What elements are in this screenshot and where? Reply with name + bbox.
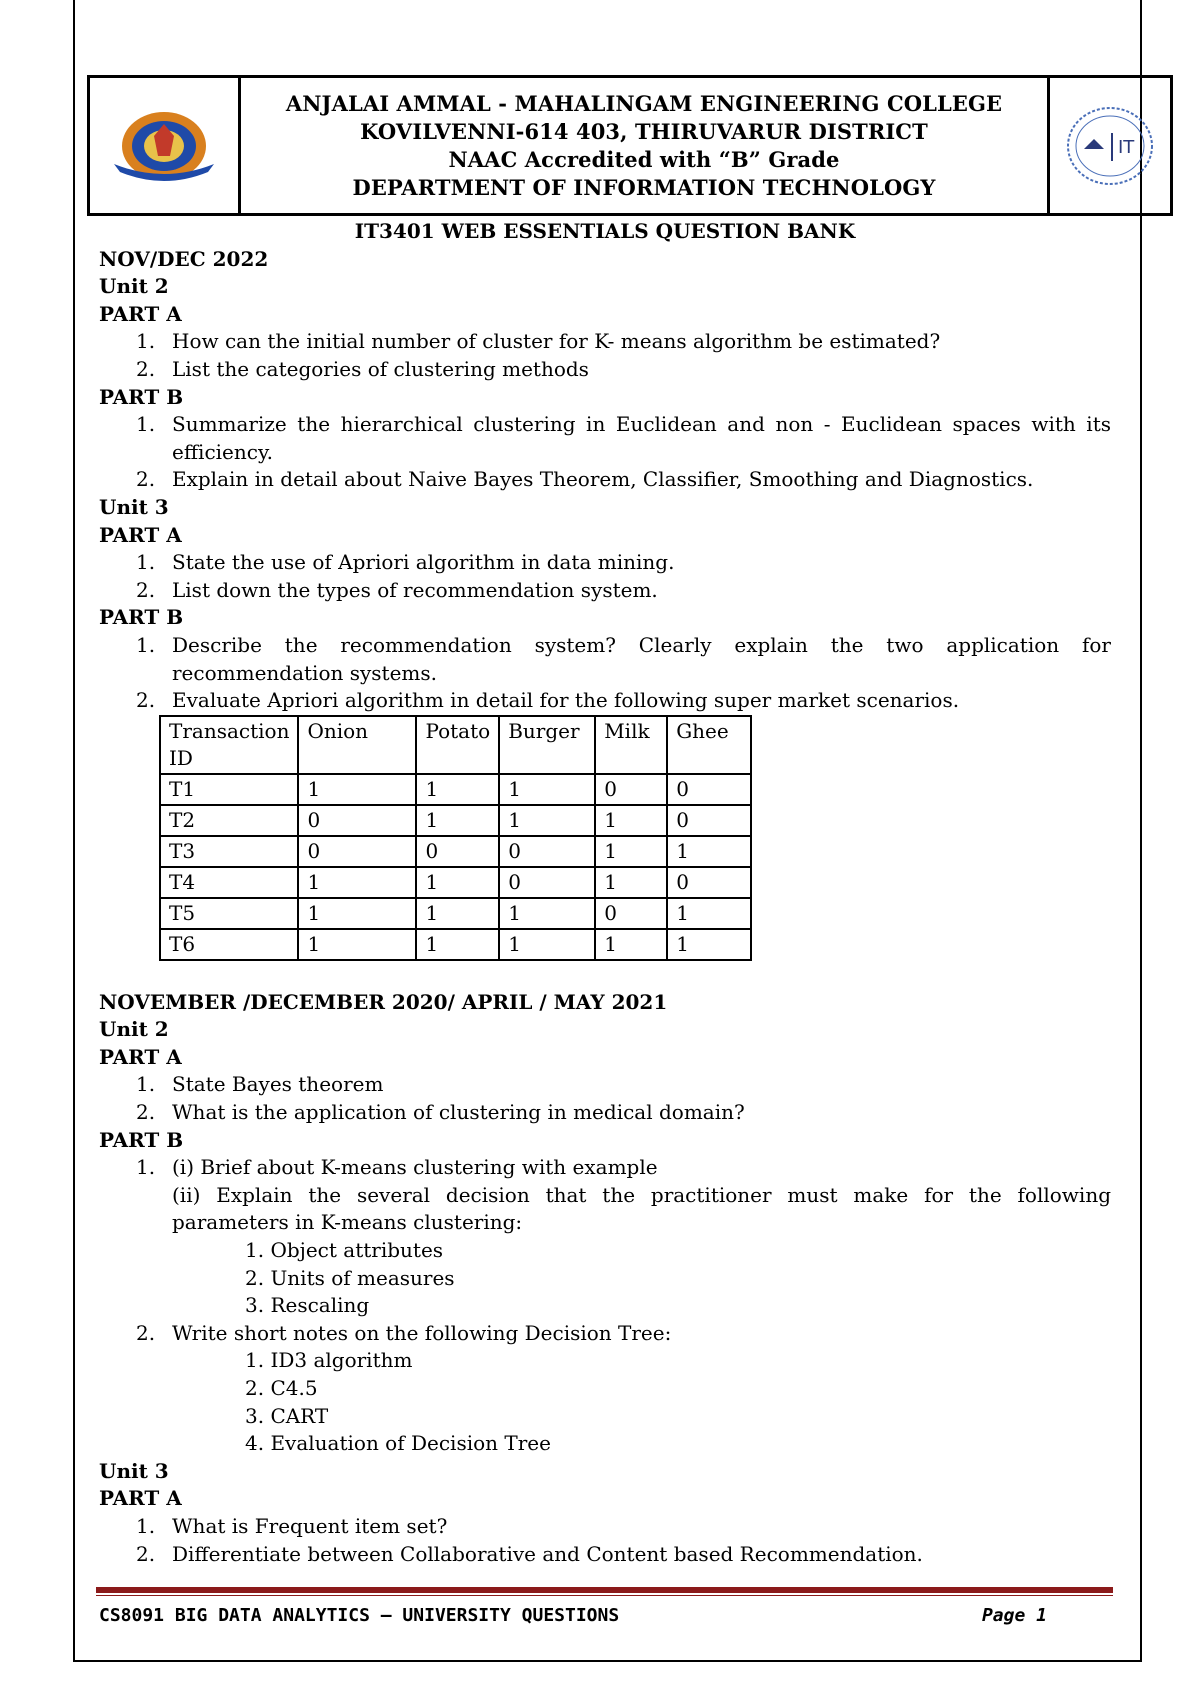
table-cell: 1 xyxy=(298,898,416,929)
question-item: 1. State Bayes theorem xyxy=(136,1072,384,1097)
accreditation: NAAC Accredited with “B” Grade xyxy=(448,146,840,172)
part-heading: PART B xyxy=(99,1127,184,1152)
question-item: 2. Explain in detail about Naive Bayes Theorem, Classifier, Smoothing and Diagnostics. xyxy=(136,467,1034,492)
question-item: 1. How can the initial number of cluster for K- means algorithm be estimated? xyxy=(136,329,941,354)
table-cell: 1 xyxy=(298,774,416,805)
question-item: 1. Describe the recommendation system? Clearly explain the two application for recommendation systems. xyxy=(136,632,1111,685)
table-cell: 1 xyxy=(667,836,751,867)
page-number: Page 1 xyxy=(981,1605,1047,1626)
sub-item: 1. Object attributes xyxy=(245,1238,444,1263)
table-header-cell: Onion xyxy=(298,716,416,774)
table-cell: 1 xyxy=(416,805,499,836)
question-list xyxy=(99,1154,1111,1237)
college-logo-cell xyxy=(90,78,241,213)
table-cell: T5 xyxy=(160,898,298,929)
sub-item: 3. Rescaling xyxy=(245,1293,370,1318)
session-heading: NOV/DEC 2022 xyxy=(99,246,269,271)
question-item: 2. List down the types of recommendation system. xyxy=(136,577,658,602)
question-item: 1. (i) Brief about K-means clustering with example (ii) Explain the several decision that the practitioner must make for the following parameters in K-means clustering: xyxy=(136,1155,1111,1235)
question-item: 1. What is Frequent item set? xyxy=(136,1513,448,1538)
table-cell: T6 xyxy=(160,929,298,960)
part-heading: PART A xyxy=(99,522,182,547)
unit-heading: Unit 3 xyxy=(99,1458,169,1483)
department-name: DEPARTMENT OF INFORMATION TECHNOLOGY xyxy=(352,174,936,200)
table-cell: 1 xyxy=(499,805,595,836)
sub-item: 2. C4.5 xyxy=(245,1376,318,1400)
table-header-cell: Transaction ID xyxy=(160,716,298,774)
question-list xyxy=(99,411,1111,494)
table-header-cell: Burger xyxy=(499,716,595,774)
transaction-table xyxy=(159,715,752,961)
table-cell: 1 xyxy=(595,805,667,836)
question-list xyxy=(99,1320,1111,1348)
table-body xyxy=(160,774,751,960)
table-cell: 0 xyxy=(416,836,499,867)
sub-item: 3. CART xyxy=(245,1403,329,1428)
table-cell: 1 xyxy=(499,774,595,805)
sub-item: 4. Evaluation of Decision Tree xyxy=(245,1431,551,1456)
page-footer xyxy=(99,1605,1047,1626)
question-bank xyxy=(99,218,1111,1568)
question-list xyxy=(99,632,1111,715)
session-heading: NOVEMBER /DECEMBER 2020/ APRIL / MAY 2021 xyxy=(99,989,668,1014)
question-item: 1. State the use of Apriori algorithm in data mining. xyxy=(136,550,675,575)
dept-logo-cell xyxy=(1047,78,1170,213)
college-address: KOVILVENNI-614 403, THIRUVARUR DISTRICT xyxy=(360,118,928,144)
footer-course: CS8091 BIG DATA ANALYTICS – UNIVERSITY QUESTIONS xyxy=(99,1605,620,1626)
question-list xyxy=(99,1513,1111,1568)
table-header-cell: Milk xyxy=(595,716,667,774)
table-cell: 0 xyxy=(667,774,751,805)
sub-item: 2. Units of measures xyxy=(245,1265,455,1290)
table-row xyxy=(160,898,751,929)
question-item: 2. What is the application of clustering in medical domain? xyxy=(136,1100,745,1125)
table-cell: 1 xyxy=(595,836,667,867)
table-cell: 1 xyxy=(667,898,751,929)
table-cell: 1 xyxy=(416,898,499,929)
table-cell: 1 xyxy=(499,929,595,960)
table-cell: 1 xyxy=(416,929,499,960)
table-cell: T3 xyxy=(160,836,298,867)
unit-heading: Unit 2 xyxy=(99,274,169,299)
table-cell: 0 xyxy=(298,836,416,867)
table-header-cell: Potato xyxy=(416,716,499,774)
unit-heading: Unit 2 xyxy=(99,1017,169,1042)
part-heading: PART B xyxy=(99,605,184,630)
table-cell: T1 xyxy=(160,774,298,805)
table-cell: T2 xyxy=(160,805,298,836)
question-list xyxy=(99,549,1111,604)
table-cell: 1 xyxy=(595,929,667,960)
footer-rule xyxy=(96,1587,1113,1593)
table-cell: 0 xyxy=(298,805,416,836)
it-logo-text: IT xyxy=(1118,136,1135,158)
table-row xyxy=(160,867,751,898)
table-cell: 1 xyxy=(298,929,416,960)
part-heading: PART A xyxy=(99,301,182,326)
table-row xyxy=(160,774,751,805)
table-row xyxy=(160,836,751,867)
question-item: 2. Evaluate Apriori algorithm in detail for the following super market scenarios. xyxy=(136,688,960,713)
sub-item: 1. ID3 algorithm xyxy=(245,1348,413,1373)
college-emblem-icon xyxy=(104,106,224,186)
table-cell: 0 xyxy=(499,836,595,867)
table-row xyxy=(160,805,751,836)
table-cell: 0 xyxy=(667,805,751,836)
table-cell: 1 xyxy=(667,929,751,960)
letterhead xyxy=(87,75,1173,216)
table-cell: 1 xyxy=(499,898,595,929)
question-list xyxy=(99,328,1111,383)
table-cell: T4 xyxy=(160,867,298,898)
part-heading: PART B xyxy=(99,384,184,409)
unit-heading: Unit 3 xyxy=(99,494,169,519)
table-cell: 0 xyxy=(595,774,667,805)
table-cell: 1 xyxy=(595,867,667,898)
question-item: 1. Summarize the hierarchical clustering in Euclidean and non - Euclidean spaces with its efficiency. xyxy=(136,412,1111,464)
letterhead-text xyxy=(241,78,1047,213)
table-header-row xyxy=(160,716,751,774)
table-cell: 1 xyxy=(416,774,499,805)
table-header-cell: Ghee xyxy=(667,716,751,774)
document-title: IT3401 WEB ESSENTIALS QUESTION BANK xyxy=(354,219,856,243)
footer-rule-thin xyxy=(96,1595,1113,1596)
question-item: 2. Write short notes on the following Decision Tree: xyxy=(136,1320,672,1345)
college-name: ANJALAI AMMAL - MAHALINGAM ENGINEERING COLLEGE xyxy=(285,90,1003,116)
it-department-logo-icon xyxy=(1064,105,1156,187)
question-item: 2. List the categories of clustering methods xyxy=(136,356,589,381)
part-heading: PART A xyxy=(99,1044,182,1069)
question-list xyxy=(99,1071,1111,1126)
part-heading: PART A xyxy=(99,1486,182,1511)
table-cell: 1 xyxy=(416,867,499,898)
table-cell: 1 xyxy=(298,867,416,898)
table-cell: 0 xyxy=(667,867,751,898)
table-cell: 0 xyxy=(595,898,667,929)
question-item: 2. Differentiate between Collaborative and Content based Recommendation. xyxy=(136,1541,923,1566)
table-row xyxy=(160,929,751,960)
table-cell: 0 xyxy=(499,867,595,898)
